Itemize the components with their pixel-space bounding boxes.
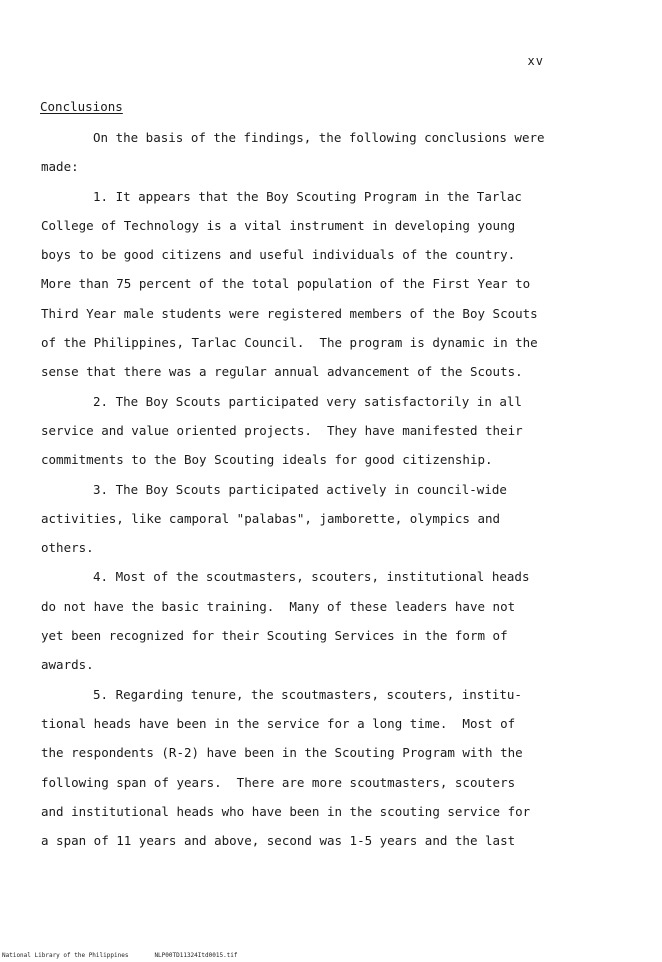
text-line: commitments to the Boy Scouting ideals for good citizenship. [41,452,493,468]
text-line: the respondents (R-2) have been in the Scouting Program with the [41,745,523,761]
text-line: boys to be good citizens and useful individuals of the country. [41,247,516,263]
text-line: following span of years. There are more scoutmasters, scouters [41,774,516,790]
text-line: do not have the basic training. Many of these leaders have not [41,598,516,614]
text-line: yet been recognized for their Scouting Services in the form of [41,628,508,644]
text-line: More than 75 percent of the total population of the First Year to [41,276,531,292]
text-line: of the Philippines, Tarlac Council. The program is dynamic in the [41,335,538,351]
text-line: 4. Most of the scoutmasters, scouters, institutional heads [93,569,530,585]
text-line: awards. [41,657,94,673]
text-line: a span of 11 years and above, second was 1-5 years and the last [41,833,516,849]
text-line: sense that there was a regular annual advancement of the Scouts. [41,364,523,380]
text-line: College of Technology is a vital instrument in developing young [41,217,516,233]
scan-footer [2,952,238,959]
text-line: activities, like camporal "palabas", jamborette, olympics and [41,510,501,526]
text-line: 5. Regarding tenure, the scoutmasters, scouters, institu- [93,686,522,702]
footer-filename: NLP00TD11324Itd0015.tif [154,952,238,959]
text-line: made: [41,159,79,175]
footer-library: National Library of the Philippines [2,952,129,959]
text-line: and institutional heads who have been in the scouting service for [41,803,531,819]
text-line: 1. It appears that the Boy Scouting Program in the Tarlac [93,188,522,204]
body-text [41,123,581,855]
text-line: service and value oriented projects. They have manifested their [41,422,523,438]
text-line: On the basis of the findings, the following conclusions were [93,130,545,145]
text-line: others. [41,540,94,556]
section-heading: Conclusions [40,99,123,114]
text-line: Third Year male students were registered members of the Boy Scouts [41,305,538,321]
page-number: xv [527,54,544,68]
text-line: tional heads have been in the service for a long time. Most of [41,715,516,731]
text-line: 2. The Boy Scouts participated very satisfactorily in all [93,393,522,409]
text-line: 3. The Boy Scouts participated actively in council-wide [93,481,507,497]
